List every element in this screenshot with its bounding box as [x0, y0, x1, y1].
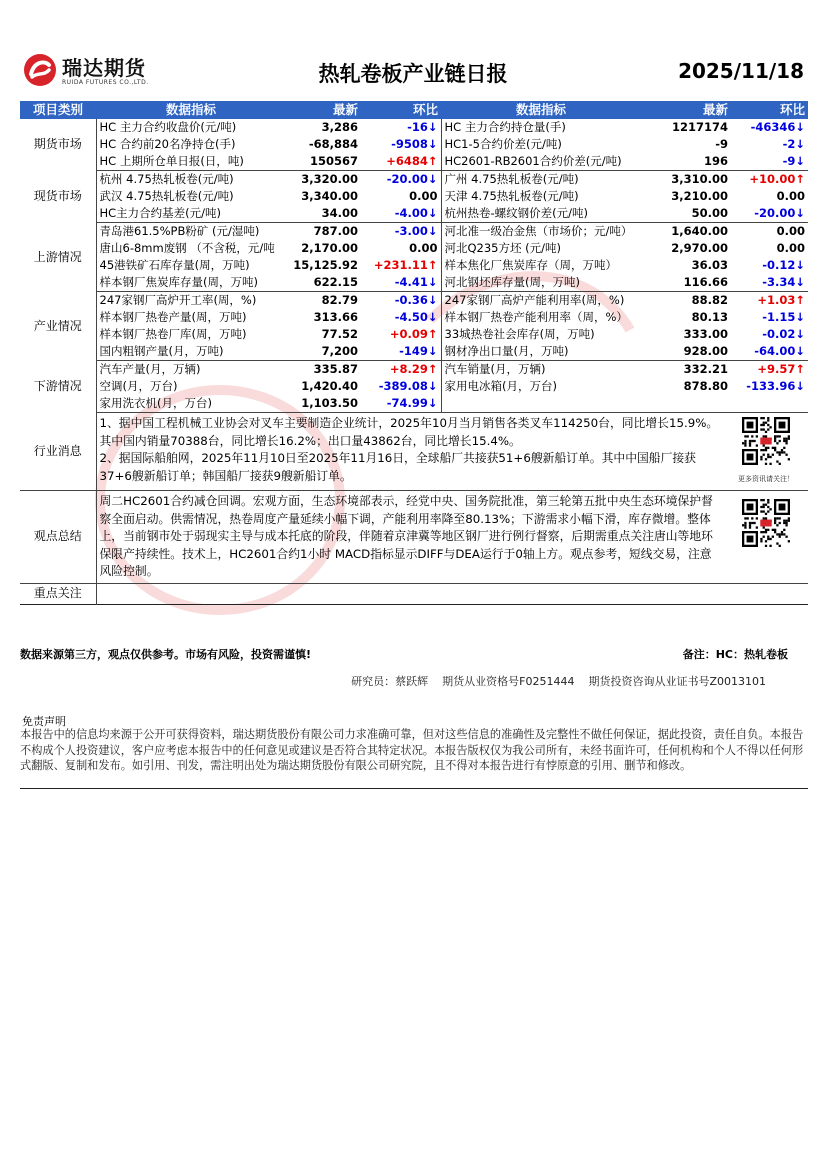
- report-date: 2025/11/18: [678, 59, 804, 83]
- section-category: 上游情况: [20, 223, 96, 292]
- indicator-name: HC 上期所仓单日报(日，吨): [96, 153, 286, 171]
- indicator-name: 45港铁矿石库存量(周，万吨): [99, 258, 250, 272]
- indicator-name: 空调(月，万台): [99, 379, 178, 393]
- view-row: [20, 491, 808, 584]
- indicator-name: 247家钢厂高炉产能利用率(周，%): [444, 293, 625, 307]
- latest-value: 15,125.92: [293, 258, 358, 272]
- indicator-name: 33城热卷社会库存(周，万吨): [444, 327, 595, 341]
- indicator-name: HC主力合约基差(元/吨): [96, 205, 286, 223]
- latest-value: 1217174: [671, 120, 728, 134]
- latest-value: -9: [715, 137, 728, 151]
- page-title: 热轧卷板产业链日报: [318, 62, 508, 86]
- table-row: [20, 343, 808, 361]
- indicator-name: 样本钢厂热卷产能利用率（周，%）: [444, 310, 628, 324]
- latest-value: 3,320.00: [301, 172, 358, 186]
- change-value: -133.96↓: [746, 379, 805, 393]
- latest-value: 3,210.00: [671, 189, 728, 203]
- indicator-name: 武汉 4.75热轧板卷(元/吨): [99, 189, 234, 203]
- table-header-row: [20, 101, 808, 119]
- table-row: [20, 292, 808, 310]
- latest-value: 2,970.00: [671, 241, 728, 255]
- analyst-info: 研究员：蔡跃辉 期货从业资格号F0251444 期货投资咨询从业证书号Z0013101: [351, 675, 766, 688]
- change-value: -149↓: [361, 343, 441, 361]
- col-indicator: 数据指标: [96, 101, 286, 119]
- section-category: 产业情况: [20, 292, 96, 361]
- disclaimer-text: 本报告中的信息均来源于公开可获得资料，瑞达期货股份有限公司力求准确可靠，但对这些信息的准确性及完整性不做任何保证，据此投资，责任自负。本报告不构成个人投资建议，客户应考虑本报告中的任何意见或建议是否符合其特定状况。本报告版权仅为我公司所有，未经书面许可，任何机构和个人不得以任何形式翻版、复制和发布。如引用、刊发，需注明出处为瑞达期货股份有限公司研究院，且不得对本报告进行有悖原意的引用、删节和修改。: [20, 728, 804, 772]
- qr-code-icon: [742, 417, 790, 465]
- latest-value: 1,640.00: [671, 224, 728, 238]
- latest-value: 7,200: [286, 343, 361, 361]
- col-change-2: 环比: [731, 101, 808, 119]
- divider: [20, 788, 808, 789]
- indicator-name: 汽车销量(月，万辆): [444, 362, 546, 376]
- change-value: 0.00: [776, 224, 805, 238]
- table-row: [20, 395, 808, 413]
- table-row: [20, 153, 808, 171]
- view-cell: [96, 491, 808, 584]
- change-value: -9508↓: [361, 136, 441, 153]
- latest-value: 116.66: [641, 274, 731, 292]
- latest-value: 34.00: [286, 205, 361, 223]
- latest-value: 36.03: [691, 258, 728, 272]
- change-value: +10.00↑: [749, 172, 805, 186]
- latest-value: 150567: [286, 153, 361, 171]
- change-value: -2↓: [782, 137, 805, 151]
- indicator-name: 河北钢坯库存量(周，万吨): [441, 274, 641, 292]
- change-value: -64.00↓: [731, 343, 808, 361]
- indicator-name: 247家钢厂高炉开工率(周，%): [99, 293, 257, 307]
- latest-value: 313.66: [313, 310, 358, 324]
- indicator-name: 杭州热卷-螺纹钢价差(元/吨): [441, 205, 641, 223]
- section-category: 重点关注: [20, 583, 96, 604]
- indicator-name: 河北准一级冶金焦（市场价；元/吨）: [444, 224, 633, 238]
- indicator-name: 钢材净出口量(月，万吨): [441, 343, 641, 361]
- qr-caption: 更多资讯请关注！: [738, 474, 794, 483]
- indicator-name: 样本钢厂焦炭库存量(周，万吨): [96, 274, 286, 292]
- indicator-name: HC 合约前20名净持仓(手): [99, 137, 236, 151]
- indicator-name: 河北Q235方坯 (元/吨): [444, 241, 562, 255]
- disclaimer-title: 免责声明: [22, 715, 66, 728]
- latest-value: 3,286: [321, 120, 358, 134]
- change-value: -16↓: [361, 119, 441, 136]
- indicator-name: HC 主力合约收盘价(元/吨): [99, 120, 237, 134]
- latest-value: 3,340.00: [301, 189, 358, 203]
- col-latest: 最新: [286, 101, 361, 119]
- change-value: +6484↑: [361, 153, 441, 171]
- col-indicator-2: 数据指标: [441, 101, 641, 119]
- change-value: -74.99↓: [361, 395, 441, 413]
- focus-cell: [96, 583, 808, 604]
- change-value: -4.00↓: [361, 205, 441, 223]
- change-value: 0.00: [776, 241, 805, 255]
- latest-value: 82.79: [321, 293, 358, 307]
- latest-value: 50.00: [641, 205, 731, 223]
- latest-value: 1,103.50: [286, 395, 361, 413]
- table-row: [20, 119, 808, 136]
- table-row: [20, 361, 808, 379]
- indicator-name: 杭州 4.75热轧板卷(元/吨): [99, 172, 234, 186]
- latest-value: [641, 395, 731, 413]
- change-value: -46346↓: [750, 120, 805, 134]
- table-row: [20, 188, 808, 205]
- change-value: +231.11↑: [361, 257, 441, 274]
- table-row: [20, 326, 808, 343]
- table-row: [20, 223, 808, 241]
- change-value: -0.36↓: [361, 292, 441, 310]
- latest-value: 196: [641, 153, 731, 171]
- change-value: -9↓: [731, 153, 808, 171]
- col-change: 环比: [361, 101, 441, 119]
- indicator-name: 家用洗衣机(月，万台): [96, 395, 286, 413]
- latest-value: 622.15: [286, 274, 361, 292]
- change-value: 0.00: [361, 188, 441, 205]
- source-note: 数据来源第三方，观点仅供参考。市场有风险，投资需谨慎!: [20, 648, 312, 661]
- indicator-name: [441, 395, 641, 413]
- change-value: -20.00↓: [731, 205, 808, 223]
- indicator-name: 天津 4.75热轧板卷(元/吨): [444, 189, 579, 203]
- indicator-name: HC 主力合约持仓量(手): [444, 120, 566, 134]
- change-value: -3.34↓: [731, 274, 808, 292]
- table-row: [20, 171, 808, 189]
- latest-value: 335.87: [313, 362, 358, 376]
- remark-note: 备注：HC：热轧卷板: [682, 648, 788, 661]
- change-value: [731, 395, 808, 413]
- change-value: -0.12↓: [762, 258, 805, 272]
- latest-value: 787.00: [313, 224, 358, 238]
- latest-value: 878.80: [683, 379, 728, 393]
- latest-value: 3,310.00: [671, 172, 728, 186]
- indicator-name: HC1-5合约价差(元/吨): [444, 137, 562, 151]
- latest-value: -68,884: [308, 137, 358, 151]
- logo-text: 瑞达期货: [62, 56, 146, 80]
- change-value: +9.57↑: [757, 362, 805, 376]
- change-value: +1.03↑: [757, 293, 805, 307]
- news-cell: [96, 413, 808, 491]
- indicator-name: 唐山6-8mm废钢 （不含税，元/吨: [99, 241, 275, 255]
- latest-value: 2,170.00: [301, 241, 358, 255]
- change-value: -3.00↓: [361, 223, 441, 241]
- section-category: 现货市场: [20, 171, 96, 223]
- indicator-name: 样本钢厂热卷厂库(周，万吨): [99, 327, 247, 341]
- change-value: -1.15↓: [762, 310, 805, 324]
- latest-value: 332.21: [683, 362, 728, 376]
- section-category: 行业消息: [20, 413, 96, 491]
- latest-value: 1,420.40: [301, 379, 358, 393]
- latest-value: 333.00: [683, 327, 728, 341]
- change-value: -4.41↓: [361, 274, 441, 292]
- change-value: -389.08↓: [361, 378, 441, 395]
- view-text: 周二HC2601合约减仓回调。宏观方面，生态环境部表示，经党中央、国务院批准，第三轮第五批中央生态环境保护督察全面启动。供需情况，热卷周度产量延续小幅下调，产能利用率降至80.13%；下游需求小幅下滑，库存微增。整体上，当前钢市处于弱现实主导与成本托底的阶段，伴随着京津冀等地区钢厂进行例行督察，后期需重点关注唐山等地环保限产持续性。技术上，HC2601合约1小时 MACD指标显示DIFF与DEA运行于0轴上方。观点参考，短线交易，注意风险控制。: [99, 494, 713, 578]
- qr-code-icon: [742, 499, 790, 547]
- table-row: [20, 136, 808, 153]
- indicator-name: 样本焦化厂焦炭库存（周，万吨）: [444, 258, 617, 272]
- news-text: 1、据中国工程机械工业协会对叉车主要制造企业统计，2025年10月当月销售各类叉车114250台，同比增长15.9%。其中国内销量70388台，同比增长16.2%；出口量43862台，同比增长15.4%。 2、据国际船舶网，2025年11月10日至2025年11月16日，全球船厂共接获51+6艘新船订单。其中中国船厂接获37+6艘新船订单；韩国船厂接获9艘新船订单。: [99, 416, 719, 483]
- latest-value: 80.13: [691, 310, 728, 324]
- section-category: 期货市场: [20, 119, 96, 171]
- focus-row: [20, 583, 808, 604]
- section-category: 观点总结: [20, 491, 96, 584]
- section-category: 下游情况: [20, 361, 96, 413]
- latest-value: 77.52: [321, 327, 358, 341]
- change-value: -4.50↓: [361, 309, 441, 326]
- indicator-name: 家用电冰箱(月，万台): [444, 379, 557, 393]
- news-row: [20, 413, 808, 491]
- table-row: [20, 205, 808, 223]
- indicator-name: HC2601-RB2601合约价差(元/吨): [441, 153, 641, 171]
- latest-value: 88.82: [691, 293, 728, 307]
- indicator-name: 青岛港61.5%PB粉矿 (元/湿吨): [99, 224, 260, 238]
- table-row: [20, 309, 808, 326]
- latest-value: 928.00: [641, 343, 731, 361]
- col-category: 项目类别: [20, 101, 96, 119]
- logo-subtext: RUIDA FUTURES CO.,LTD.: [62, 79, 149, 86]
- change-value: +0.09↑: [361, 326, 441, 343]
- change-value: 0.00: [361, 240, 441, 257]
- indicator-name: 样本钢厂热卷产量(周，万吨): [99, 310, 247, 324]
- change-value: -0.02↓: [762, 327, 805, 341]
- indicator-name: 广州 4.75热轧板卷(元/吨): [444, 172, 579, 186]
- table-row: [20, 240, 808, 257]
- change-value: 0.00: [776, 189, 805, 203]
- col-latest-2: 最新: [641, 101, 731, 119]
- table-row: [20, 274, 808, 292]
- data-table: [20, 101, 808, 605]
- table-row: [20, 257, 808, 274]
- change-value: -20.00↓: [361, 171, 441, 189]
- table-row: [20, 378, 808, 395]
- change-value: +8.29↑: [361, 361, 441, 379]
- indicator-name: 汽车产量(月，万辆): [99, 362, 201, 376]
- indicator-name: 国内粗钢产量(月，万吨): [96, 343, 286, 361]
